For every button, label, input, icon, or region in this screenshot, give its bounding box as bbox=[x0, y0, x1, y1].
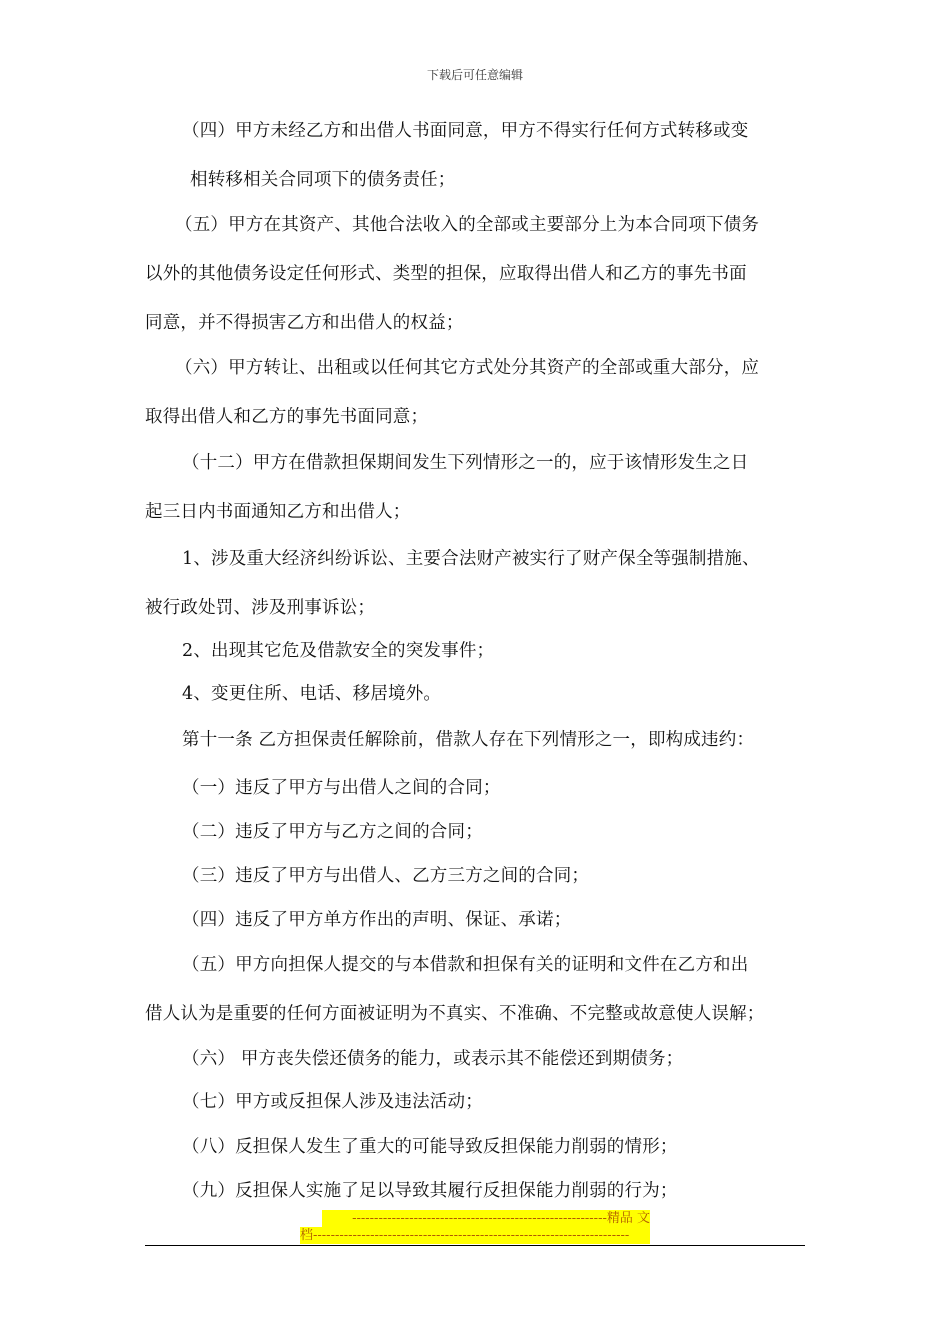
text-line: 同意，并不得损害乙方和出借人的权益； bbox=[145, 313, 464, 333]
text-line: 2、出现其它危及借款安全的突发事件； bbox=[182, 641, 495, 661]
text-line: （七）甲方或反担保人涉及违法活动； bbox=[182, 1092, 483, 1112]
text-line: （四）违反了甲方单方作出的声明、保证、承诺； bbox=[182, 910, 572, 930]
page-header: 下载后可任意编辑 bbox=[426, 68, 523, 82]
text-line: （一）违反了甲方与出借人之间的合同； bbox=[182, 778, 501, 798]
text-line: 第十一条 乙方担保责任解除前，借款人存在下列情形之一，即构成违约： bbox=[182, 730, 755, 750]
text-line: 被行政处罚、涉及刑事诉讼； bbox=[145, 598, 376, 618]
text-line: 借人认为是重要的任何方面被证明为不真实、不准确、不完整或故意使人误解； bbox=[145, 1004, 765, 1024]
text-line: （八）反担保人发生了重大的可能导致反担保能力削弱的情形； bbox=[182, 1137, 678, 1157]
text-line: 4、变更住所、电话、移居境外。 bbox=[182, 684, 442, 704]
text-line: （三）违反了甲方与出借人、乙方三方之间的合同； bbox=[182, 866, 590, 886]
text-line: （六） 甲方丧失偿还债务的能力，或表示其不能偿还到期债务； bbox=[182, 1049, 684, 1069]
text-line: （六）甲方转让、出租或以任何其它方式处分其资产的全部或重大部分，应 bbox=[175, 358, 760, 378]
text-line: 1、涉及重大经济纠纷诉讼、主要合法财产被实行了财产保全等强制措施、 bbox=[182, 549, 760, 569]
footer-line-1: ----------------------------------------------------------精品 文 bbox=[322, 1210, 650, 1227]
footer-line-2: 档------------------------------------------------------------------------ bbox=[300, 1227, 650, 1244]
text-line: （五）甲方在其资产、其他合法收入的全部或主要部分上为本合同项下债务 bbox=[175, 215, 760, 235]
footer-rule bbox=[145, 1245, 805, 1246]
text-line: （四）甲方未经乙方和出借人书面同意，甲方不得实行任何方式转移或变 bbox=[182, 121, 749, 141]
text-line: （二）违反了甲方与乙方之间的合同； bbox=[182, 822, 483, 842]
text-line: 以外的其他债务设定任何形式、类型的担保，应取得出借人和乙方的事先书面 bbox=[145, 264, 747, 284]
text-line: 相转移相关合同项下的债务责任； bbox=[190, 170, 456, 190]
footer-banner bbox=[300, 1210, 650, 1244]
text-line: （五）甲方向担保人提交的与本借款和担保有关的证明和文件在乙方和出 bbox=[182, 955, 749, 975]
text-line: 取得出借人和乙方的事先书面同意； bbox=[145, 407, 429, 427]
text-line: （九）反担保人实施了足以导致其履行反担保能力削弱的行为； bbox=[182, 1181, 678, 1201]
text-line: 起三日内书面通知乙方和出借人； bbox=[145, 502, 411, 522]
text-line: （十二）甲方在借款担保期间发生下列情形之一的，应于该情形发生之日 bbox=[182, 453, 749, 473]
